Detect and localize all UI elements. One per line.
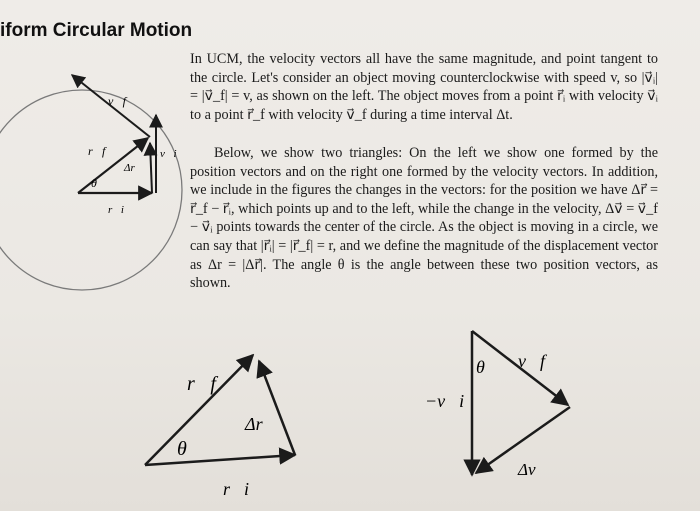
theta-label: θ	[177, 438, 187, 460]
theta-label: θ	[91, 176, 97, 190]
delta-v-label: Δv⃗	[518, 460, 549, 479]
delta-r-vector	[150, 143, 152, 193]
vf-label: v⃗f	[108, 94, 126, 108]
section-heading: iform Circular Motion	[0, 20, 193, 41]
rf-label: r⃗f	[187, 373, 216, 395]
motion-circle	[0, 90, 182, 290]
ri-label: r⃗i	[108, 204, 124, 216]
vf-label: v⃗f	[518, 351, 545, 371]
ri-vector	[145, 455, 295, 465]
circle-figure	[0, 55, 185, 375]
position-triangle-figure	[135, 345, 305, 505]
delta-r-label: Δr⃗	[245, 414, 277, 434]
vi-label: v⃗i	[160, 148, 177, 160]
paragraph-ucm-intro: In UCM, the velocity vectors all have the same magnitude, and point tangent to the circle. Let's consider an object moving counterclockwise with speed v, so |v⃗ᵢ| = |v⃗_f| = v, as shown on the left. The object moves from a point r⃗ᵢ with velocity v⃗ᵢ to a point r⃗_f with velocity v⃗_f during a time interval Δt.	[190, 51, 658, 123]
velocity-triangle-figure	[420, 325, 600, 495]
rf-vector	[145, 355, 253, 465]
ri-label: r⃗i	[223, 479, 250, 499]
delta-r-vector	[259, 361, 295, 455]
rf-label: r⃗f	[88, 144, 106, 158]
delta-r-label: Δr⃗	[124, 162, 144, 174]
minus-vi-label: −v⃗i	[425, 391, 465, 411]
theta-label: θ	[476, 357, 485, 377]
paragraph-triangles: Below, we show two triangles: On the left we show one formed by the position vectors and on the right one formed by the velocity vectors. In addition, we include in the figures the changes in the vectors: for the position we have Δr⃗ = r⃗_f − r⃗ᵢ, which points up and to the left, while the change in the velocity, Δv⃗ = v⃗_f − v⃗ᵢ points towards the center of the circle. As the object is moving in a circle, we can say that |r⃗ᵢ| = |r⃗_f| = r, and we define the magnitude of the displacement vector as Δr = |Δr⃗|. The angle θ is the angle between these two position vectors, as shown.	[190, 145, 658, 292]
